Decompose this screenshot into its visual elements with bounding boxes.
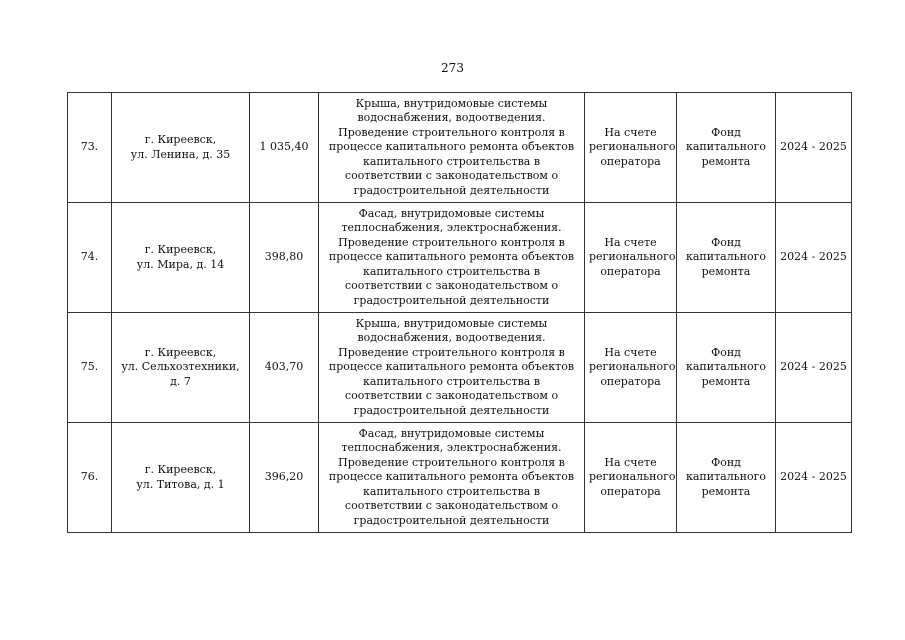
area-cell: 396,20 bbox=[250, 423, 319, 533]
period-cell: 2024 - 2025 bbox=[776, 313, 852, 423]
financing-cell: На счете регионального оператора bbox=[585, 313, 677, 423]
address-line: ул. Сельхозтехники, bbox=[121, 360, 240, 374]
address-line: д. 7 bbox=[170, 374, 191, 388]
address-line: ул. Ленина, д. 35 bbox=[130, 147, 231, 161]
table-row bbox=[68, 423, 852, 533]
address-line: г. Киреевск, bbox=[144, 133, 217, 146]
table-row bbox=[68, 313, 852, 423]
row-number: 74. bbox=[68, 203, 112, 313]
area-cell: 1 035,40 bbox=[250, 93, 319, 203]
address-cell bbox=[112, 313, 250, 423]
page-number: 273 bbox=[441, 61, 464, 75]
works-cell: Крыша, внутридомовые системы водоснабжения, водоотведения. Проведение строительного контроля в процессе капитального ремонта объектов капитального строительства в соответствии с законодательством о градостроительной деятельности bbox=[319, 93, 585, 203]
source-cell: Фонд капитального ремонта bbox=[677, 423, 776, 533]
source-cell: Фонд капитального ремонта bbox=[677, 203, 776, 313]
period-cell: 2024 - 2025 bbox=[776, 93, 852, 203]
address-cell bbox=[112, 93, 250, 203]
financing-cell: На счете регионального оператора bbox=[585, 423, 677, 533]
address-cell bbox=[112, 203, 250, 313]
area-cell: 403,70 bbox=[250, 313, 319, 423]
source-cell: Фонд капитального ремонта bbox=[677, 313, 776, 423]
works-cell: Фасад, внутридомовые системы теплоснабжения, электроснабжения. Проведение строительного контроля в процессе капитального ремонта объектов капитального строительства в соответствии с законодательством о градостроительной деятельности bbox=[319, 423, 585, 533]
address-line: ул. Мира, д. 14 bbox=[136, 257, 225, 271]
row-number: 73. bbox=[68, 93, 112, 203]
works-cell: Крыша, внутридомовые системы водоснабжения, водоотведения. Проведение строительного контроля в процессе капитального ремонта объектов капитального строительства в соответствии с законодательством о градостроительной деятельности bbox=[319, 313, 585, 423]
period-cell: 2024 - 2025 bbox=[776, 203, 852, 313]
financing-cell: На счете регионального оператора bbox=[585, 203, 677, 313]
row-number: 75. bbox=[68, 313, 112, 423]
row-number: 76. bbox=[68, 423, 112, 533]
capital-repair-table bbox=[67, 92, 852, 533]
financing-cell: На счете регионального оператора bbox=[585, 93, 677, 203]
period-cell: 2024 - 2025 bbox=[776, 423, 852, 533]
area-cell: 398,80 bbox=[250, 203, 319, 313]
table-row bbox=[68, 93, 852, 203]
address-line: г. Киреевск, bbox=[144, 463, 217, 476]
address-line: г. Киреевск, bbox=[144, 243, 217, 256]
table-row bbox=[68, 203, 852, 313]
address-line: г. Киреевск, bbox=[144, 345, 217, 359]
address-cell bbox=[112, 423, 250, 533]
works-cell: Фасад, внутридомовые системы теплоснабжения, электроснабжения. Проведение строительного контроля в процессе капитального ремонта объектов капитального строительства в соответствии с законодательством о градостроительной деятельности bbox=[319, 203, 585, 313]
address-line: ул. Титова, д. 1 bbox=[136, 477, 225, 491]
source-cell: Фонд капитального ремонта bbox=[677, 93, 776, 203]
